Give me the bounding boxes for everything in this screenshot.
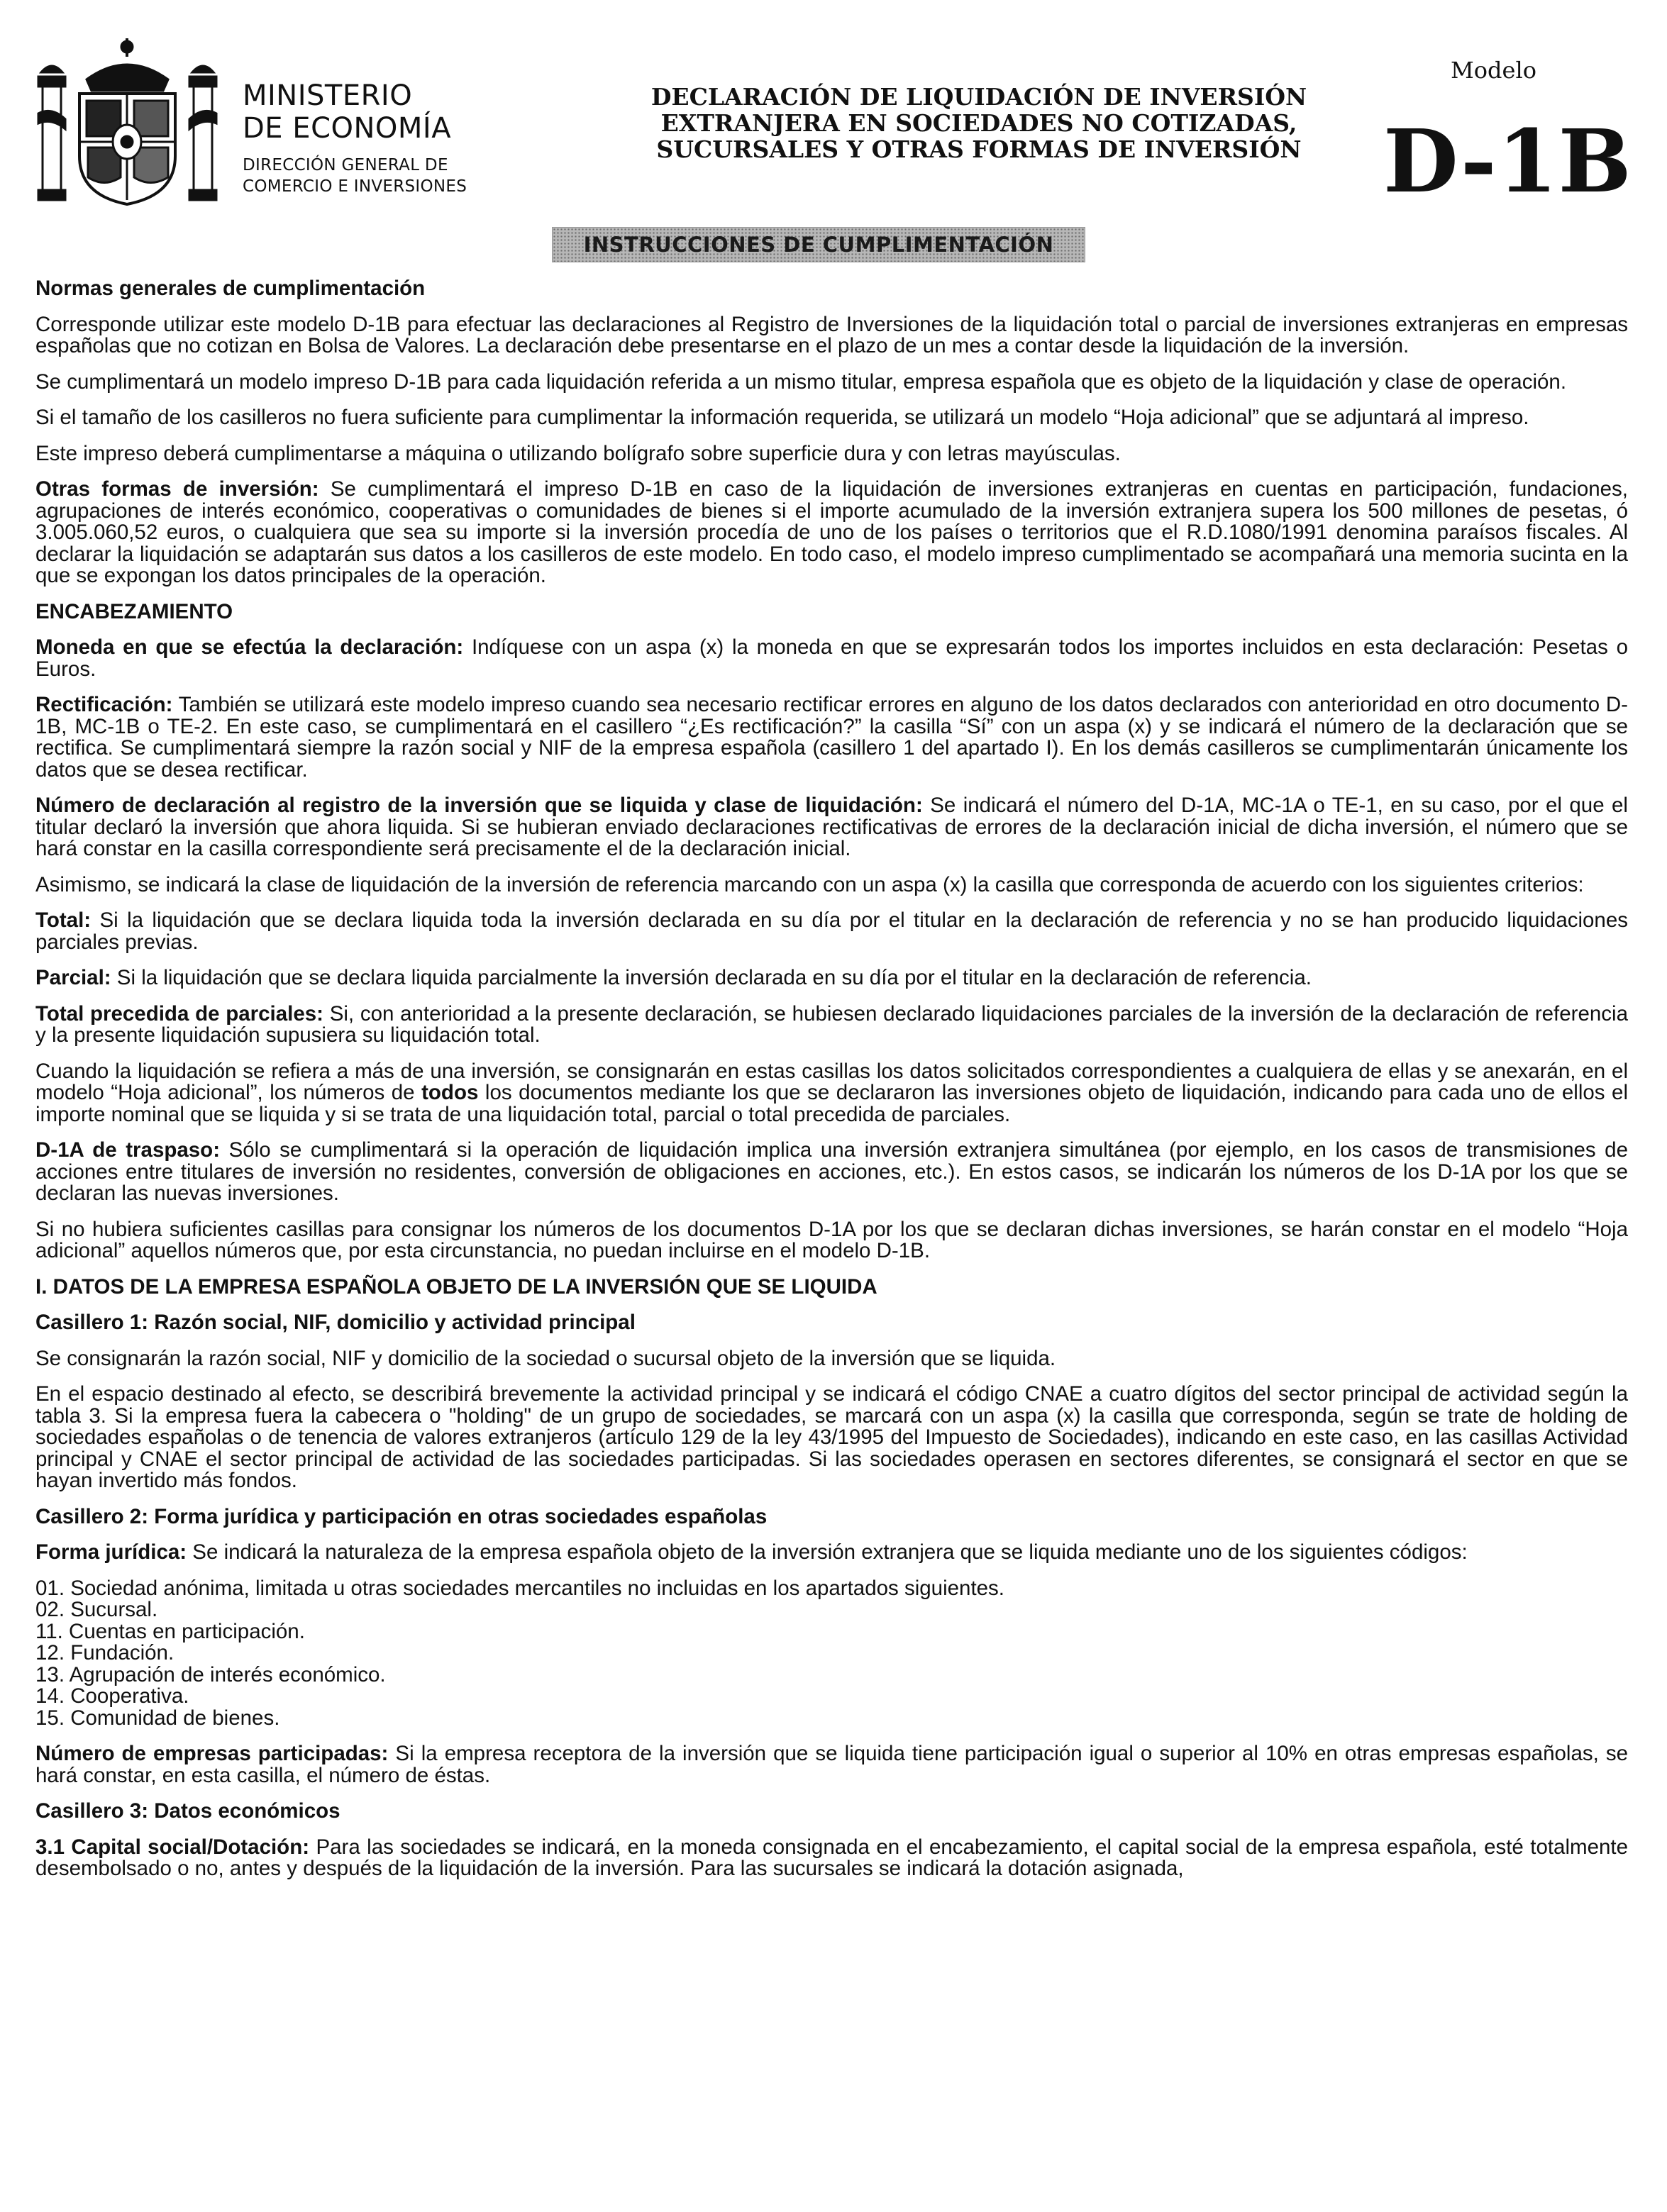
label-moneda: Moneda en que se efectúa la declaración: — [35, 635, 464, 659]
text-total: Si la liquidación que se declara liquida toda la inversión declarada en su día por el titular en la declaración de referencia y no se han producido liquidaciones parciales previas. — [35, 908, 1628, 954]
paragraph: Se cumplimentará un modelo impreso D-1B para cada liquidación referida a un mismo titular, empresa española que es objeto de la liquidación y clase de operación. — [35, 369, 1567, 394]
paragraph: Si el tamaño de los casilleros no fuera suficiente para cumplimentar la información requerida, se utilizará un modelo “Hoja adicional” que se adjuntará al impreso. — [35, 406, 1529, 429]
text-d1a-traspaso: Sólo se cumplimentará si la operación de liquidación implica una inversión extranjera simultánea (por ejemplo, en los casos de transmisiones de acciones entre titulares de inversión no residentes, conversión de obligaciones en acciones, etc.). En estos casos, se indicarán los números de los D-1A por los que se declaran las nuevas inversiones. — [35, 1138, 1628, 1205]
paragraph-total-precedida — [35, 1001, 1628, 1047]
paragraph-otras-formas — [35, 479, 1628, 587]
title-line3: SUCURSALES Y OTRAS FORMAS DE INVERSIÓN — [656, 135, 1302, 163]
label-parcial: Parcial: — [35, 966, 111, 989]
ministry-name-line2: DE ECONOMÍA — [243, 112, 452, 145]
directorate-line1: DIRECCIÓN GENERAL DE — [243, 156, 448, 174]
paragraph-cuando — [35, 1061, 1628, 1126]
paragraph-total — [35, 910, 1628, 953]
paragraph-capital-social — [35, 1837, 1628, 1880]
list-item: 14. Cooperativa. — [35, 1684, 189, 1708]
text-cuando-b: los documentos mediante los que se declararon las inversiones objeto de liquidación, indicando para cada uno de ellos el importe nominal que se liquida y si se trata de una liquidación total, parcial o total precedida de parciales. — [35, 1081, 1629, 1126]
heading-casillero-2: Casillero 2: Forma jurídica y participación en otras sociedades españolas — [35, 1504, 768, 1528]
label-numero-empresas: Número de empresas participadas: — [35, 1742, 389, 1765]
text-rectificacion: También se utilizará este modelo impreso cuando sea necesario rectificar errores en alguno de los datos declarados con anterioridad en otro documento D-1B, MC-1B o TE-2. En este caso, se cumplimentará en el casillero “¿Es rectificación?” la casilla “Sí” con un aspa (x) y se indicará el número de la declaración que se rectifica. Se cumplimentará siempre la razón social y NIF de la empresa española (casillero 1 del apartado I). En los demás casilleros se cumplimentarán únicamente los datos que se desea rectificar. — [35, 693, 1628, 782]
paragraph-asimismo: Asimismo, se indicará la clase de liquidación de la inversión de referencia marcando con un aspa (x) la casilla que corresponda de acuerdo con los siguientes criterios: — [35, 872, 1584, 896]
paragraph-moneda — [35, 637, 1628, 680]
heading-seccion-1: I. DATOS DE LA EMPRESA ESPAÑOLA OBJETO DE LA INVERSIÓN QUE SE LIQUIDA — [35, 1274, 877, 1299]
text-numero-empresas: Si la empresa receptora de la inversión que se liquida tiene participación igual o superior al 10% en otras empresas españolas, se hará constar, en esta casilla, el número de éstas. — [35, 1742, 1628, 1787]
list-item: 01. Sociedad anónima, limitada u otras sociedades mercantiles no incluidas en los apartados siguientes. — [35, 1576, 1005, 1600]
label-otras-formas: Otras formas de inversión: — [35, 477, 319, 501]
label-forma-juridica: Forma jurídica: — [35, 1540, 187, 1564]
paragraph-d1a-traspaso — [35, 1140, 1628, 1205]
label-d1a-traspaso: D-1A de traspaso: — [35, 1138, 221, 1162]
paragraph: Este impreso deberá cumplimentarse a máquina o utilizando bolígrafo sobre superficie dura y con letras mayúsculas. — [35, 441, 1121, 465]
ministry-name-line1: MINISTERIO — [243, 79, 413, 112]
list-item: 11. Cuentas en participación. — [35, 1619, 305, 1643]
text-cuando-a: Cuando la liquidación se refiera a más de una inversión, se consignarán en estas casillas los datos solicitados correspondientes a cualquiera de ellas y se anexarán, en el modelo “Hoja adicional”, los números de — [35, 1059, 1628, 1104]
list-item: 13. Agrupación de interés económico. — [35, 1662, 386, 1686]
codes-list — [35, 1578, 1628, 1730]
paragraph-numero-declaracion — [35, 795, 1628, 860]
modelo-label: Modelo — [1451, 57, 1536, 84]
text-capital-social: Para las sociedades se indicará, en la moneda consignada en el encabezamiento, el capital social de la empresa española, esté totalmente desembolsado o no, antes y después de la liquidación de la inversión. Para las sucursales se indicará la dotación asignada, — [35, 1835, 1628, 1880]
heading-normas: Normas generales de cumplimentación — [35, 277, 426, 300]
paragraph-numero-empresas — [35, 1743, 1628, 1786]
text-parcial: Si la liquidación que se declara liquida parcialmente la inversión declarada en su día por el titular en la declaración de referencia. — [111, 966, 1312, 989]
ministry-block — [243, 79, 467, 197]
text-total-precedida: Si, con anterioridad a la presente declaración, se hubiesen declarado liquidaciones parciales de la inversión de la declaración de referencia y la presente liquidación supusiera su liquidación total. — [35, 1001, 1628, 1047]
label-rectificacion: Rectificación: — [35, 693, 173, 716]
paragraph-si-no: Si no hubiera suficientes casillas para consignar los números de los documentos D-1A por los que se declaran dichas inversiones, se harán constar en el modelo “Hoja adicional” aquellos números que, por esta circunstancia, no puedan incluirse en el modelo D-1B. — [35, 1217, 1628, 1262]
instructions-banner: INSTRUCCIONES DE CUMPLIMENTACIÓN — [552, 227, 1085, 262]
text-cuando-bold: todos — [421, 1081, 479, 1104]
coat-of-arms-icon — [37, 35, 218, 209]
label-capital-social: 3.1 Capital social/Dotación: — [35, 1835, 310, 1859]
heading-casillero-1: Casillero 1: Razón social, NIF, domicilio y actividad principal — [35, 1311, 636, 1334]
list-item: 15. Comunidad de bienes. — [35, 1706, 280, 1730]
text-forma-juridica: Se indicará la naturaleza de la empresa española objeto de la inversión extranjera que se liquida mediante uno de los siguientes códigos: — [187, 1540, 1468, 1564]
label-total-precedida: Total precedida de parciales: — [35, 1001, 323, 1026]
text-numero-declaracion: Se indicará el número del D-1A, MC-1A o TE-1, en su caso, por el que el titular declaró la inversión que ahora liquida. Si se hubieran enviado declaraciones rectificativas de errores de la declaración inicial de dicha inversión, el número que se hará constar en la casilla correspondiente será precisamente el de la declaración inicial. — [35, 794, 1628, 860]
modelo-code: D-1B — [1383, 110, 1632, 212]
heading-casillero-3: Casillero 3: Datos económicos — [35, 1799, 340, 1823]
paragraph: Se consignarán la razón social, NIF y domicilio de la sociedad o sucursal objeto de la inversión que se liquida. — [35, 1346, 1056, 1370]
paragraph: Corresponde utilizar este modelo D-1B para efectuar las declaraciones al Registro de Inversiones de la liquidación total o parcial de inversiones extranjeras en empresas españolas que no cotizan en Bolsa de Valores. La declaración debe presentarse en el plazo de un mes a contar desde la liquidación de la inversión. — [35, 312, 1628, 357]
text-otras-formas: Se cumplimentará el impreso D-1B en caso de la liquidación de inversiones extranjeras en cuentas en participación, fundaciones, agrupaciones de interés económico, cooperativas o comunidades de bienes si el importe acumulado de la inversión extranjera supera los 500 millones de pesetas, ó 3.005.060,52 euros, o cualquiera que sea su importe si la inversión procedía de uno de los países o territorios que el R.D.1080/1991 denomina paraísos fiscales. Al declarar la liquidación se adaptarán sus datos a los casilleros de este modelo. En todo caso, el modelo impreso cumplimentado se acompañará una memoria sucinta en la que se expongan los datos principales de la operación. — [35, 477, 1628, 587]
paragraph-parcial — [35, 967, 1628, 989]
paragraph: En el espacio destinado al efecto, se describirá brevemente la actividad principal y se indicará el código CNAE a cuatro dígitos del sector principal de actividad según la tabla 3. Si la empresa fuera la cabecera o "holding" de un grupo de sociedades, se marcará con un aspa (x) la casilla que corresponda, según se trate de holding de sociedades españolas o de tenencia de valores extranjeros (artículo 129 de la ley 43/1995 del Impuesto de Sociedades), indicando en este caso, en las casillas Actividad principal y CNAE el sector principal de actividad de las sociedades participadas. Si las sociedades operasen en sectores diferentes, se consignará el sector en que se hayan invertido más fondos. — [35, 1382, 1628, 1492]
label-total: Total: — [35, 908, 92, 932]
document-title — [539, 84, 1419, 162]
title-line2: EXTRANJERA EN SOCIEDADES NO COTIZADAS, — [660, 109, 1297, 137]
paragraph-rectificacion — [35, 694, 1628, 781]
paragraph-forma-juridica — [35, 1542, 1628, 1564]
list-item: 12. Fundación. — [35, 1641, 175, 1664]
label-numero-declaracion: Número de declaración al registro de la inversión que se liquida y clase de liquidación: — [35, 794, 923, 817]
text-moneda: Indíquese con un aspa (x) la moneda en que se expresarán todos los importes incluidos en esta declaración: Pesetas o Euros. — [35, 635, 1628, 681]
heading-encabezamiento: ENCABEZAMIENTO — [35, 599, 233, 623]
directorate-line2: COMERCIO E INVERSIONES — [243, 177, 467, 196]
instructions-body — [35, 278, 1628, 1894]
list-item: 02. Sucursal. — [35, 1598, 158, 1621]
title-line1: DECLARACIÓN DE LIQUIDACIÓN DE INVERSIÓN — [650, 83, 1307, 111]
